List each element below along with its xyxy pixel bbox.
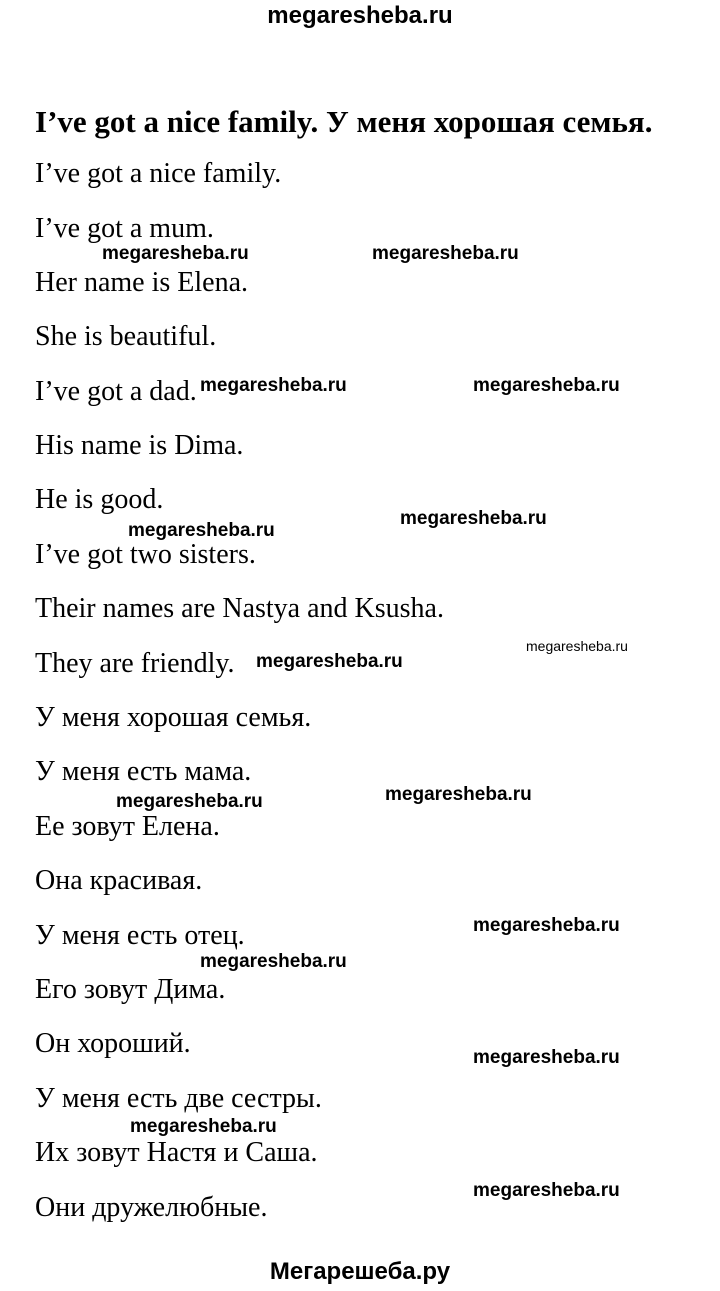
text-line-en: I’ve got two sisters. (35, 539, 256, 570)
watermark: megaresheba.ru (200, 375, 347, 396)
text-line-en: He is good. (35, 484, 164, 515)
text-line-ru: Его зовут Дима. (35, 974, 226, 1005)
text-line-en: I’ve got a dad. (35, 376, 197, 407)
text-line-ru: У меня хорошая семья. (35, 702, 312, 733)
watermark: megaresheba.ru (473, 1180, 620, 1201)
text-line-ru: У меня есть две сестры. (35, 1083, 322, 1114)
text-line-ru: Их зовут Настя и Саша. (35, 1137, 318, 1168)
text-line-en: Their names are Nastya and Ksusha. (35, 593, 444, 624)
text-line-en: I’ve got a nice family. (35, 158, 282, 189)
text-line-ru: Они дружелюбные. (35, 1192, 268, 1223)
watermark: megaresheba.ru (372, 243, 519, 264)
watermark: megaresheba.ru (102, 243, 249, 264)
text-line-en: I’ve got a mum. (35, 213, 214, 244)
watermark: megaresheba.ru (128, 520, 275, 541)
watermark: megaresheba.ru (473, 1047, 620, 1068)
watermark: megaresheba.ru (400, 508, 547, 529)
text-line-ru: У меня есть мама. (35, 756, 252, 787)
text-line-en: His name is Dima. (35, 430, 244, 461)
watermark: megaresheba.ru (116, 791, 263, 812)
text-line-ru: У меня есть отец. (35, 920, 245, 951)
watermark: megaresheba.ru (473, 915, 620, 936)
text-line-en: Her name is Elena. (35, 267, 249, 298)
page-title: I’ve got a nice family. У меня хорошая семья. (35, 104, 653, 139)
text-line-en: They are friendly. (35, 648, 235, 679)
watermark: megaresheba.ru (200, 951, 347, 972)
watermark: megaresheba.ru (130, 1116, 277, 1137)
watermark: megaresheba.ru (385, 784, 532, 805)
site-footer: Мегарешеба.ру (269, 1258, 451, 1285)
text-line-ru: Она красивая. (35, 865, 203, 896)
watermark: megaresheba.ru (256, 651, 403, 672)
site-header: megaresheba.ru (267, 2, 453, 29)
watermark: megaresheba.ru (473, 375, 620, 396)
text-line-ru: Ее зовут Елена. (35, 811, 220, 842)
text-line-ru: Он хороший. (35, 1028, 191, 1059)
watermark-small: megaresheba.ru (526, 638, 628, 654)
text-line-en: She is beautiful. (35, 321, 217, 352)
